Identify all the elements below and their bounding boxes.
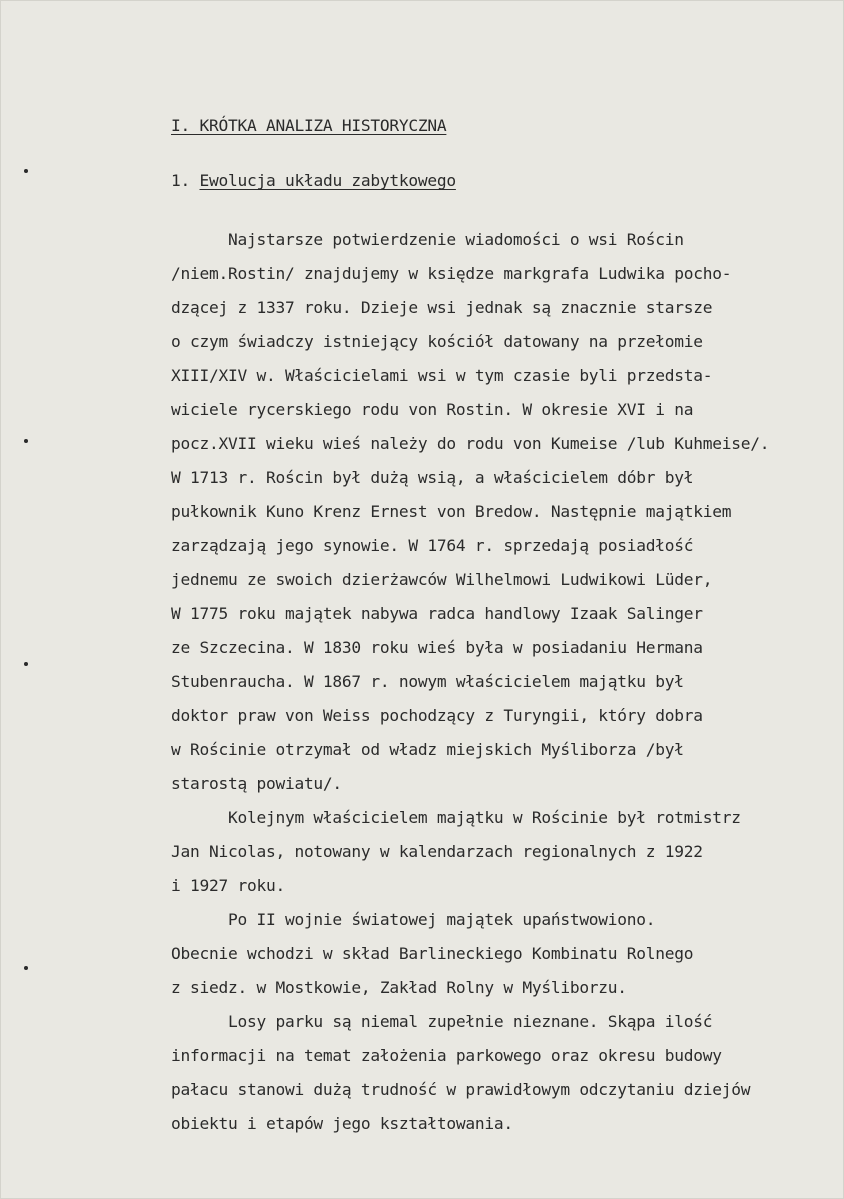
body-text — [171, 229, 831, 1147]
text-line: doktor praw von Weiss pochodzący z Turyngii, który dobra — [171, 706, 703, 725]
text-line: Obecnie wchodzi w skład Barlineckiego Kombinatu Rolnego — [171, 944, 694, 963]
binder-hole-mark — [24, 966, 28, 970]
text-line: ze Szczecina. W 1830 roku wieś była w posiadaniu Hermana — [171, 638, 703, 657]
text-line: Kolejnym właścicielem majątku w Rościnie był rotmistrz — [171, 808, 741, 827]
text-line: Stubenraucha. W 1867 r. nowym właścicielem majątku był — [171, 672, 684, 691]
text-line: Po II wojnie światowej majątek upaństwowiono. — [171, 910, 656, 929]
text-line: pałacu stanowi dużą trudność w prawidłowym odczytaniu dziejów — [171, 1080, 751, 1099]
text-line: pułkownik Kuno Krenz Ernest von Bredow. Następnie majątkiem — [171, 502, 732, 521]
text-line: dzącej z 1337 roku. Dzieje wsi jednak są znacznie starsze — [171, 298, 713, 317]
text-line: W 1775 roku majątek nabywa radca handlowy Izaak Salinger — [171, 604, 703, 623]
subsection-title: 1. Ewolucja układu zabytkowego — [171, 171, 456, 190]
text-line: zarządzają jego synowie. W 1764 r. sprzedają posiadłość — [171, 536, 694, 555]
text-line: Najstarsze potwierdzenie wiadomości o wsi Rościn — [171, 230, 684, 249]
text-line: w Rościnie otrzymał od władz miejskich Myśliborza /był — [171, 740, 684, 759]
text-line: i 1927 roku. — [171, 876, 285, 895]
text-line: Jan Nicolas, notowany w kalendarzach regionalnych z 1922 — [171, 842, 703, 861]
text-line: W 1713 r. Rościn był dużą wsią, a właścicielem dóbr był — [171, 468, 694, 487]
text-line: Losy parku są niemal zupełnie nieznane. Skąpa ilość — [171, 1012, 713, 1031]
text-line: starostą powiatu/. — [171, 774, 342, 793]
text-line: pocz.XVII wieku wieś należy do rodu von Kumeise /lub Kuhmeise/. — [171, 434, 770, 453]
text-line: informacji na temat założenia parkowego oraz okresu budowy — [171, 1046, 722, 1065]
binder-hole-mark — [24, 662, 28, 666]
binder-hole-mark — [24, 439, 28, 443]
section-title: I. KRÓTKA ANALIZA HISTORYCZNA — [171, 116, 447, 135]
text-line: wiciele rycerskiego rodu von Rostin. W okresie XVI i na — [171, 400, 694, 419]
text-line: XIII/XIV w. Właścicielami wsi w tym czasie byli przedsta- — [171, 366, 713, 385]
text-line: z siedz. w Mostkowie, Zakład Rolny w Myśliborzu. — [171, 978, 627, 997]
text-line: o czym świadczy istniejący kościół datowany na przełomie — [171, 332, 703, 351]
text-line: jednemu ze swoich dzierżawców Wilhelmowi Ludwikowi Lüder, — [171, 570, 713, 589]
text-line: /niem.Rostin/ znajdujemy w księdze markgrafa Ludwika pocho- — [171, 264, 732, 283]
binder-hole-mark — [24, 169, 28, 173]
text-line: obiektu i etapów jego kształtowania. — [171, 1114, 513, 1133]
